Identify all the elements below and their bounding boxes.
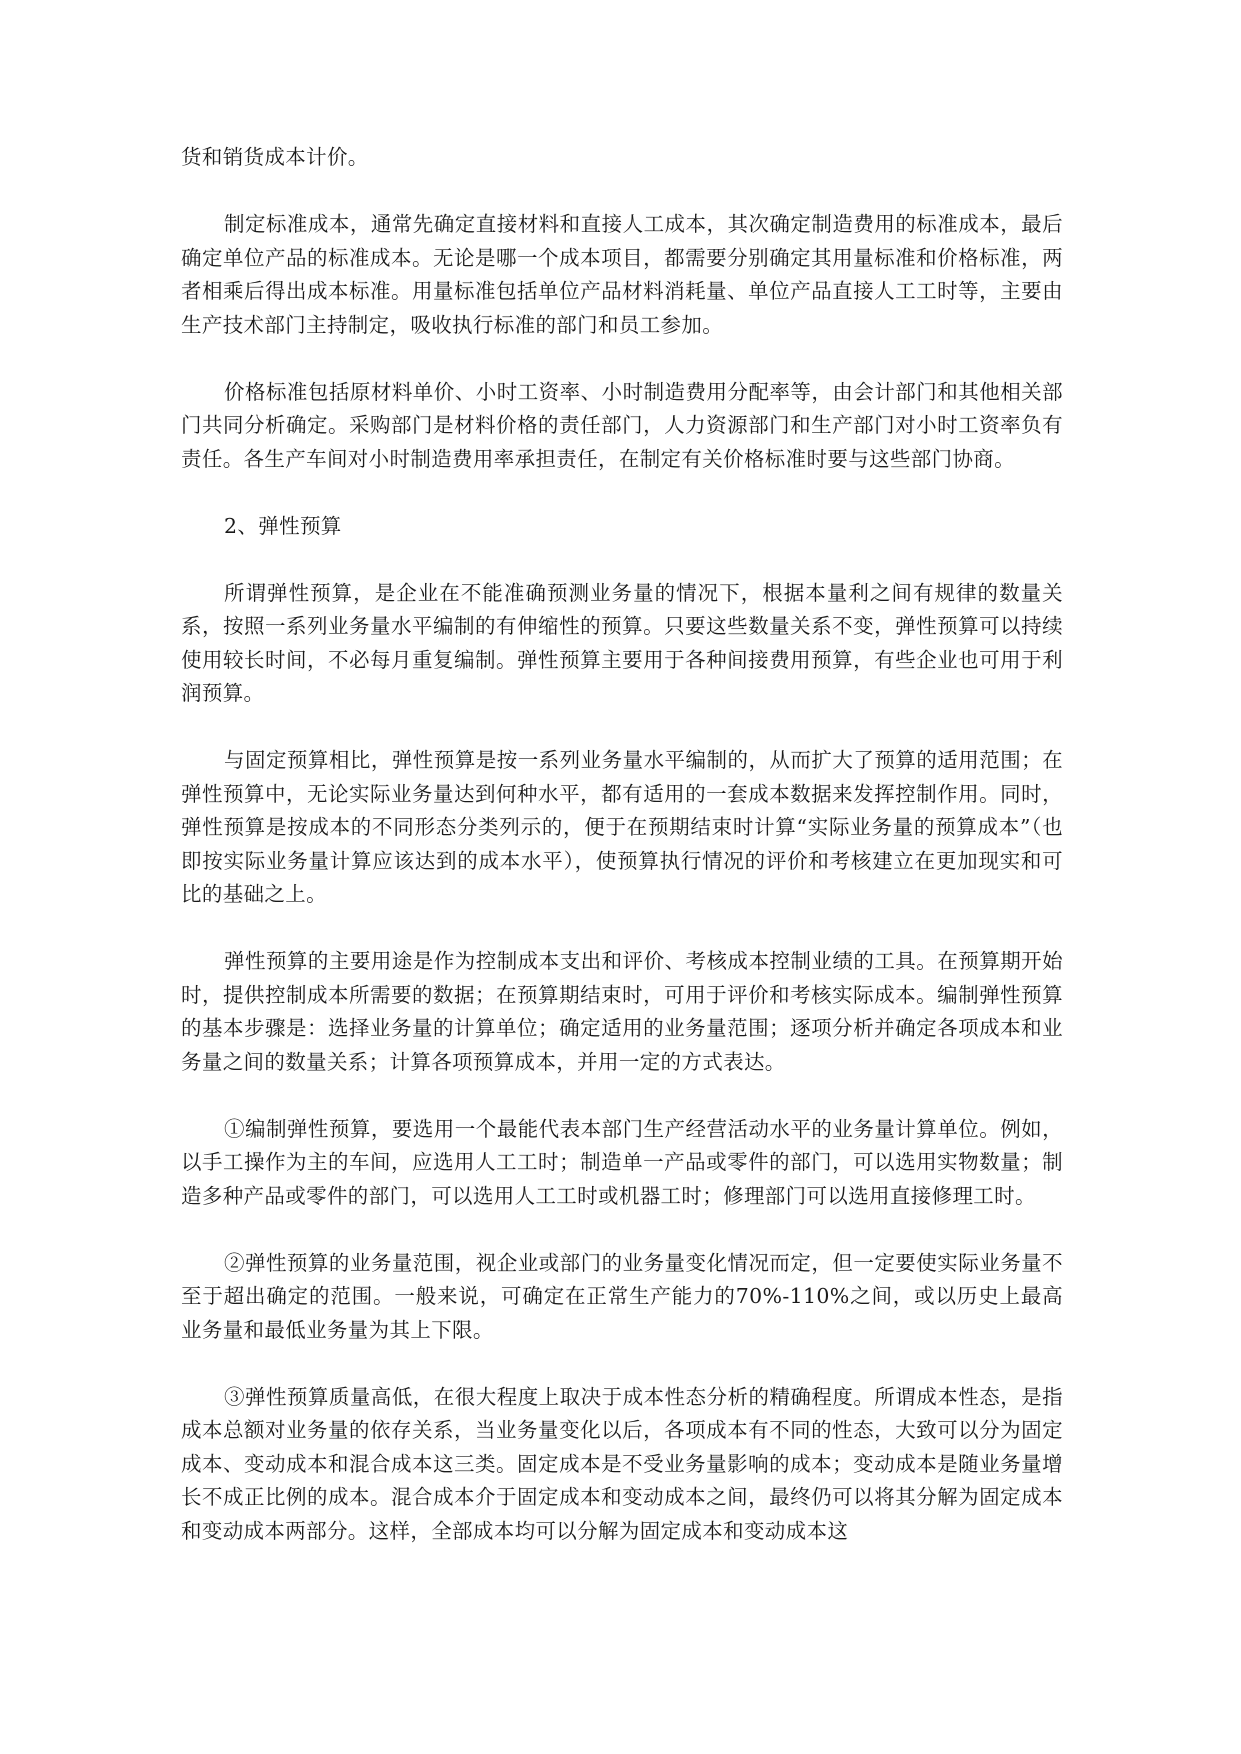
section-heading-flexible-budget: 2、弹性预算: [224, 513, 342, 538]
paragraph-standard-cost: 制定标准成本，通常先确定直接材料和直接人工成本，其次确定制造费用的标准成本，最后确定单位产品的标准成本。无论是哪一个成本项目，都需要分别确定其用量标准和价格标准，两者相乘后得出成本标准。用量标准包括单位产品材料消耗量、单位产品直接人工工时等，主要由生产技术部门主持制定，吸收执行标准的部门和员工参加。: [181, 212, 1063, 337]
paragraph-step-1: ①编制弹性预算，要选用一个最能代表本部门生产经营活动水平的业务量计算单位。例如，以手工操作为主的车间，应选用人工工时；制造单一产品或零件的部门，可以选用实物数量；制造多种产品或零件的部门，可以选用人工工时或机器工时；修理部门可以选用直接修理工时。: [181, 1116, 1063, 1208]
document-body: [181, 141, 1063, 1582]
paragraph-flexible-budget-definition: 所谓弹性预算，是企业在不能准确预测业务量的情况下，根据本量利之间有规律的数量关系，按照一系列业务量水平编制的有伸缩性的预算。只要这些数量关系不变，弹性预算可以持续使用较长时间，不必每月重复编制。弹性预算主要用于各种间接费用预算，有些企业也可用于利润预算。: [181, 580, 1063, 705]
paragraph-step-2: ②弹性预算的业务量范围，视企业或部门的业务量变化情况而定，但一定要使实际业务量不至于超出确定的范围。一般来说，可确定在正常生产能力的70%-110%之间，或以历史上最高业务量和最低业务量为其上下限。: [181, 1250, 1063, 1342]
paragraph-continued: 货和销货成本计价。: [181, 145, 369, 169]
paragraph-flexible-budget-uses: 弹性预算的主要用途是作为控制成本支出和评价、考核成本控制业绩的工具。在预算期开始时，提供控制成本所需要的数据；在预算期结束时，可用于评价和考核实际成本。编制弹性预算的基本步骤是：选择业务量的计算单位；确定适用的业务量范围；逐项分析并确定各项成本和业务量之间的数量关系；计算各项预算成本，并用一定的方式表达。: [181, 949, 1063, 1074]
paragraph-price-standard: 价格标准包括原材料单价、小时工资率、小时制造费用分配率等，由会计部门和其他相关部门共同分析确定。采购部门是材料价格的责任部门，人力资源部门和生产部门对小时工资率负有责任。各生产车间对小时制造费用率承担责任，在制定有关价格标准时要与这些部门协商。: [181, 379, 1063, 471]
paragraph-fixed-vs-flexible: 与固定预算相比，弹性预算是按一系列业务量水平编制的，从而扩大了预算的适用范围；在弹性预算中，无论实际业务量达到何种水平，都有适用的一套成本数据来发挥控制作用。同时，弹性预算是按成本的不同形态分类列示的，便于在预期结束时计算“实际业务量的预算成本”（也即按实际业务量计算应该达到的成本水平），使预算执行情况的评价和考核建立在更加现实和可比的基础之上。: [181, 748, 1063, 906]
paragraph-step-3: ③弹性预算质量高低，在很大程度上取决于成本性态分析的精确程度。所谓成本性态，是指成本总额对业务量的依存关系，当业务量变化以后，各项成本有不同的性态，大致可以分为固定成本、变动成本和混合成本这三类。固定成本是不受业务量影响的成本；变动成本是随业务量增长不成正比例的成本。混合成本介于固定成本和变动成本之间，最终仍可以将其分解为固定成本和变动成本两部分。这样，全部成本均可以分解为固定成本和变动成本这: [181, 1384, 1063, 1543]
